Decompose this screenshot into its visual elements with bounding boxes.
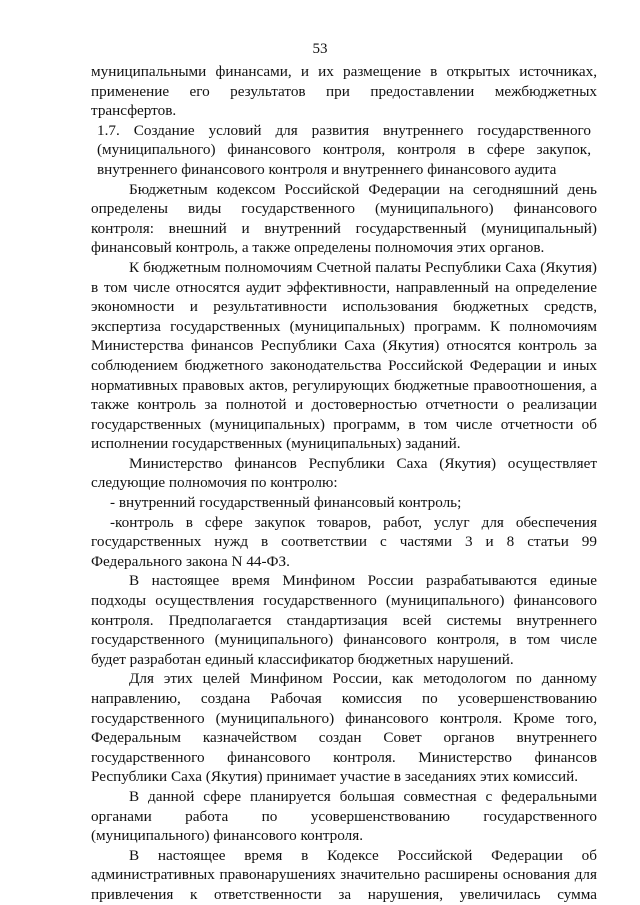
paragraph-minfin-approaches: В настоящее время Минфином России разрабатываются единые подходы осуществления государственного (муниципального) финансового контроля. Предполагается стандартизация всей системы внутреннего государственного (муниципального) финансового контроля, в том числе будет разработан единый классификатор бюджетных нарушений. [91,572,597,668]
list-item-internal-control: - внутренний государственный финансовый контроль; [110,494,462,512]
paragraph-accounts-chamber: К бюджетным полномочиям Счетной палаты Республики Саха (Якутия) в том числе относятся аудит эффективности, направленный на определение экономности и результативности использования бюджетных средств, экспертиза государственных (муниципальных) программ. К полномочиям Министерства финансов Республики Саха (Якутия) относятся контроль за соблюдением бюджетного законодательства Российской Федерации и иных нормативных правовых актов, регулирующих бюджетные правоотношения, а также контроль за полнотой и достоверностью отчетности о реализации государственных (муниципальных) программ, в том числе отчетности об исполнении государственных (муниципальных) заданий. [91,258,597,453]
intro-paragraph: муниципальными финансами, и их размещение в открытых источниках, применение его результатов при предоставлении межбюджетных трансфертов. [91,63,597,120]
paragraph-budget-code: Бюджетным кодексом Российской Федерации на сегодняшний день определены виды государственного (муниципального) финансового контроля: внешний и внутренний государственный (муниципальный) финансовый контроль, а также определены полномочия этих органов. [91,180,597,257]
body-text [91,180,597,905]
paragraph-ministry-powers: Министерство финансов Республики Саха (Якутия) осуществляет следующие полномочия по контролю: [91,454,597,492]
page-content [91,62,597,905]
paragraph-working-commission: Для этих целей Минфином России, как методологом по данному направлению, создана Рабочая комиссия по усовершенствованию государственного (муниципального) финансового контроля. Кроме того, Федеральным казначейством создан Совет органов внутреннего государственного финансового контроля. Министерство финансов Республики Саха (Якутия) принимает участие в заседаниях этих комиссий. [91,670,597,786]
paragraph-joint-work: В данной сфере планируется большая совместная с федеральными органами работа по усовершенствованию государственного (муниципального) финансового контроля. [91,787,597,845]
list-item-procurement-control: -контроль в сфере закупок товаров, работ, услуг для обеспечения государственных нужд в соответствии с частями 3 и 8 статьи 99 Федерального закона N 44-ФЗ. [91,513,597,570]
page-number: 53 [312,41,328,57]
paragraph-administrative-code: В настоящее время в Кодексе Российской Федерации об административных правонарушениях значительно расширены основания для привлечения к ответственности за нарушения, увеличилась сумма [91,846,597,903]
section-heading: 1.7. Создание условий для развития внутреннего государственного (муниципального) финансового контроля, контроля в сфере закупок, внутреннего финансового контроля и внутреннего финансового аудита [97,121,591,178]
intro-block [91,62,597,121]
